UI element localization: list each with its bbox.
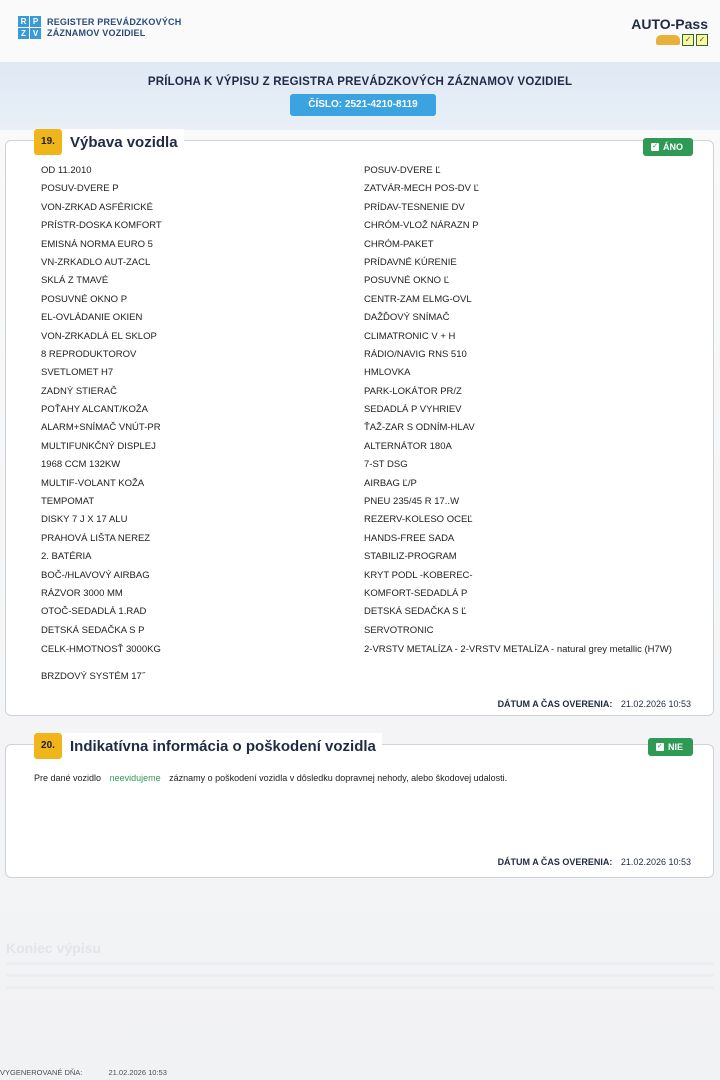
- equipment-item: 8 REPRODUKTOROV: [41, 348, 137, 360]
- equipment-item: RÁDIO/NAVIG RNS 510: [364, 348, 467, 360]
- equipment-item: PARK-LOKÁTOR PR/Z: [364, 385, 462, 397]
- equipment-item: SERVOTRONIC: [364, 624, 434, 636]
- autopass-icons: [631, 34, 708, 46]
- autopass-title: AUTO-Pass: [631, 16, 708, 32]
- equipment-item: RÁZVOR 3000 MM: [41, 587, 123, 599]
- equipment-yes-badge: [643, 138, 693, 156]
- equipment-item: MULTIF-VOLANT KOŽA: [41, 477, 145, 489]
- equipment-right-column: [364, 162, 699, 668]
- section-title: Indikatívna informácia o poškodení vozidla: [70, 737, 376, 755]
- autopass-brand: [631, 16, 708, 46]
- equipment-item: EMISNÁ NORMA EURO 5: [41, 238, 153, 250]
- equipment-item: 2. BATÉRIA: [41, 551, 92, 563]
- section-title: Výbava vozidla: [70, 133, 178, 151]
- logo-grid-icon: [18, 16, 41, 39]
- equipment-item: PRÍDAV-TESNENIE DV: [364, 201, 465, 213]
- logo-text: [47, 17, 181, 39]
- equipment-item: 1968 CCM 132KW: [41, 459, 121, 471]
- damage-statement: [34, 773, 507, 783]
- equipment-item: DISKY 7 J X 17 ALU: [41, 514, 128, 526]
- logo-line: REGISTER PREVÁDZKOVÝCH: [47, 16, 182, 27]
- annex-title: PRÍLOHA K VÝPISU Z REGISTRA PREVÁDZKOVÝCH ZÁZNAMOV VOZIDIEL: [147, 76, 573, 88]
- equipment-item: STABILIZ-PROGRAM: [364, 551, 457, 563]
- equipment-item: POSUVNÉ OKNO Ľ: [364, 275, 449, 287]
- equipment-item: AIRBAG Ľ/P: [364, 477, 417, 489]
- check-icon: ✓: [696, 34, 708, 46]
- equipment-section: [5, 133, 714, 716]
- equipment-item: VON-ZRKAD ASFÉRICKÉ: [41, 201, 153, 213]
- equipment-item: POŤAHY ALCANT/KOŽA: [41, 404, 148, 416]
- damage-text-part: záznamy o poškodení vozidla v dôsledku dopravnej nehody, alebo škodovej udalosti.: [169, 773, 508, 783]
- damage-section: [5, 737, 714, 878]
- footer-value: 21.02.2026 10:53: [108, 1068, 167, 1077]
- report-number-badge: ČÍSLO: 2521-4210-8119: [290, 94, 436, 116]
- end-of-report-title: Koniec výpisu: [6, 940, 101, 956]
- damage-highlight: neevidujeme: [109, 773, 161, 783]
- checkbox-icon: ✓: [657, 743, 663, 750]
- logo-letter: R: [18, 16, 29, 27]
- equipment-item: CHRÓM-VLOŽ NÁRAZN P: [364, 220, 479, 232]
- equipment-item: REZERV-KOLESO OCEĽ: [364, 514, 473, 526]
- logo-letter: P: [30, 16, 41, 27]
- verification-value: 21.02.2026 10:53: [620, 699, 691, 709]
- equipment-item: BOČ-/HLAVOVÝ AIRBAG: [41, 569, 150, 581]
- damage-section-header: [34, 733, 382, 759]
- badge-label: NIE: [667, 742, 683, 752]
- equipment-item: POSUV-DVERE P: [41, 183, 119, 195]
- equipment-item: SKLÁ Z TMAVÉ: [41, 275, 109, 287]
- equipment-item: VON-ZRKADLÁ EL SKLOP: [41, 330, 157, 342]
- equipment-item: CENTR-ZAM ELMG-OVL: [364, 293, 472, 305]
- logo-line: ZÁZNAMOV VOZIDIEL: [47, 27, 146, 38]
- equipment-item: ŤAŽ-ZAR S ODNÍM-HLAV: [364, 422, 475, 434]
- equipment-item: SVETLOMET H7: [41, 367, 114, 379]
- equipment-item: MULTIFUNKČNÝ DISPLEJ: [41, 440, 156, 452]
- verification-value: 21.02.2026 10:53: [620, 857, 691, 867]
- equipment-item: VN-ZRKADLO AUT-ZACL: [41, 256, 151, 268]
- verification-datetime: [498, 699, 691, 709]
- equipment-item: POSUV-DVERE Ľ: [364, 165, 441, 176]
- equipment-left-column: [41, 162, 341, 687]
- verification-label: DÁTUM A ČAS OVERENIA:: [497, 699, 613, 709]
- equipment-item: DETSKÁ SEDAČKA S Ľ: [364, 606, 467, 618]
- badge-label: ÁNO: [663, 142, 683, 152]
- checkbox-icon: ✓: [652, 143, 658, 150]
- equipment-item: EL-OVLÁDANIE OKIEN: [41, 312, 143, 324]
- equipment-section-header: [34, 129, 184, 155]
- equipment-item: DETSKÁ SEDAČKA S P: [41, 624, 145, 636]
- equipment-item: ALTERNÁTOR 180A: [364, 440, 452, 452]
- equipment-item: PRÍSTR-DOSKA KOMFORT: [41, 220, 162, 232]
- rpzv-logo: [18, 16, 181, 39]
- equipment-item: PRAHOVÁ LIŠTA NEREZ: [41, 532, 151, 544]
- equipment-item: OD 11.2010: [41, 165, 92, 176]
- footer-label: VYGENEROVANÉ DŇA:: [0, 1068, 83, 1077]
- verification-datetime: [498, 857, 691, 867]
- damage-text-part: Pre dané vozidlo: [34, 773, 102, 783]
- equipment-item: HMLOVKA: [364, 367, 411, 379]
- equipment-item: SEDADLÁ P VYHRIEV: [364, 404, 462, 416]
- equipment-item: ZATVÁR-MECH POS-DV Ľ: [364, 183, 479, 195]
- check-icon: ✓: [682, 34, 694, 46]
- equipment-item: PRÍDAVNÉ KÚRENIE: [364, 256, 457, 268]
- equipment-item: CLIMATRONIC V + H: [364, 330, 456, 342]
- equipment-item: 7-ST DSG: [364, 459, 408, 471]
- equipment-item: KRYT PODL -KOBEREC-: [364, 569, 473, 581]
- equipment-item: TEMPOMAT: [41, 496, 95, 508]
- equipment-item: 2-VRSTV METALÍZA - 2-VRSTV METALÍZA - natural grey metallic (H7W): [364, 644, 672, 656]
- section-number: 20.: [34, 733, 62, 759]
- equipment-item: ZADNÝ STIERAČ: [41, 385, 118, 397]
- generated-footer: [0, 1068, 167, 1077]
- equipment-item: ALARM+SNÍMAČ VNÚT-PR: [41, 422, 161, 434]
- equipment-item: PNEU 235/45 R 17..W: [364, 496, 460, 508]
- equipment-item: HANDS-FREE SADA: [364, 532, 455, 544]
- equipment-item: CELK-HMOTNOSŤ 3000KG: [41, 644, 161, 656]
- equipment-item: DAŽĎOVÝ SNÍMAČ: [364, 312, 450, 324]
- logo-letter: V: [30, 28, 41, 39]
- equipment-item: OTOČ-SEDADLÁ 1.RAD: [41, 606, 147, 618]
- section-number: 19.: [34, 129, 62, 155]
- car-icon: [656, 35, 680, 45]
- equipment-item: BRZDOVÝ SYSTÉM 17˝: [41, 671, 145, 683]
- damage-no-badge: [648, 738, 693, 756]
- faded-text-lines: [6, 962, 714, 998]
- equipment-item: POSUVNÉ OKNO P: [41, 293, 128, 305]
- logo-letter: Z: [18, 28, 29, 39]
- equipment-item: CHRÓM-PAKET: [364, 238, 434, 250]
- equipment-item: KOMFORT-SEDADLÁ P: [364, 587, 468, 599]
- verification-label: DÁTUM A ČAS OVERENIA:: [497, 857, 613, 867]
